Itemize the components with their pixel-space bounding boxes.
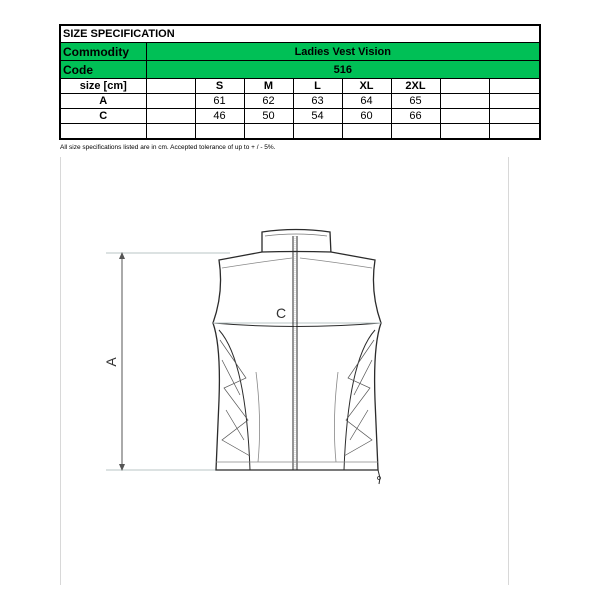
size-header-cell: 2XL [391,79,440,94]
dimension-a-label: A [103,357,119,367]
table-cell: 54 [293,109,342,124]
size-header-cell: S [195,79,244,94]
table-title: SIZE SPECIFICATION [60,25,540,43]
dimension-c-label: C [275,305,287,321]
tolerance-note: All size specifications listed are in cm. Accepted tolerance of up to + / - 5%. [60,144,276,151]
row-label: C [60,109,146,124]
size-header-cell: M [244,79,293,94]
size-header-label: size [cm] [60,79,146,94]
table-cell: 64 [342,94,391,109]
table-cell: 61 [195,94,244,109]
table-cell: 62 [244,94,293,109]
commodity-value: Ladies Vest Vision [146,43,540,61]
table-cell: 66 [391,109,440,124]
code-value: 516 [146,61,540,79]
row-label: A [60,94,146,109]
table-cell: 46 [195,109,244,124]
size-header-cell: XL [342,79,391,94]
table-cell: 60 [342,109,391,124]
size-header-cell: L [293,79,342,94]
table-cell: 65 [391,94,440,109]
code-label: Code [60,61,146,79]
table-cell: 63 [293,94,342,109]
commodity-label: Commodity [60,43,146,61]
table-cell: 50 [244,109,293,124]
